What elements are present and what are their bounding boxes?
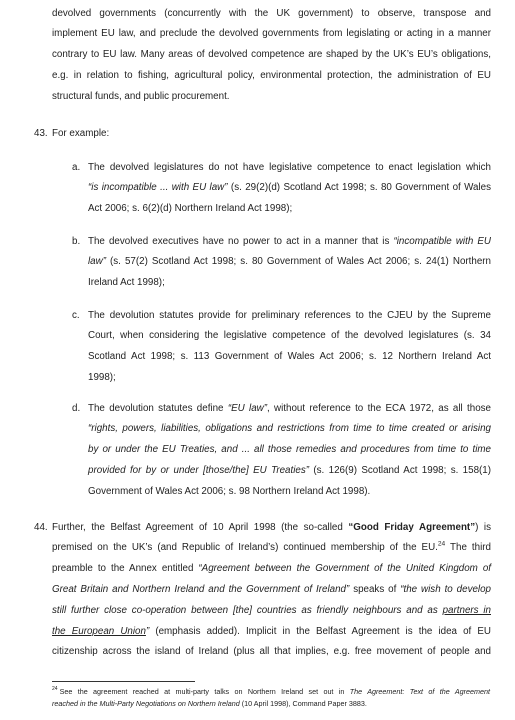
paragraph-43 [34,124,491,145]
list-item-body [88,399,491,503]
footnote-divider [52,681,195,682]
paragraph-number: 44. [34,521,48,533]
text-line: contrary to EU law. Many areas of devolved competence are shaped by the UK’s EU’s obligations, [52,49,491,61]
text-line [52,601,491,622]
body-text: speaks of [349,583,401,595]
italic-title: The Agreement: Text of the Agreement [349,686,490,696]
footnote-line [52,698,490,711]
italic-term: “EU law” [227,402,267,414]
list-item-label: b. [72,235,81,247]
body-text: (emphasis added). Implicit in the Belfast Agreement is the idea of EU [149,625,491,637]
text-line: Scotland Act 1998; s. 113 Government of Wales Act 2006; s. 12 Northern Ireland Act [88,351,491,363]
text-line: The devolved legislatures do not have legislative competence to enact legislation which [88,161,491,173]
footnote-line [52,686,490,699]
text-line: Court, when considering the legislative competence of the devolved legislatures (s. 34 [88,330,491,342]
emphasized-underlined-text: partners in [442,604,491,616]
text-line [52,559,491,580]
body-text: premised on the UK’s (and Republic of Ireland’s) continued membership of the EU. [52,542,438,554]
list-item-body [88,306,491,389]
body-text: The devolution statutes define [88,402,228,414]
footnote [52,686,490,711]
text-line: Government of Wales Act 2006; s. 98 Northern Ireland Act 1998). [88,485,371,497]
text-line: Act 2006; s. 6(2)(d) Northern Ireland Act 1998); [88,203,293,215]
list-item-b [72,232,491,294]
text-line [88,461,491,482]
text-line [52,538,491,559]
paragraph-lead-text: For example: [52,127,110,139]
text-line [52,518,491,539]
list-item-c [72,306,491,389]
text-line [52,580,491,601]
list-item-body [88,158,491,220]
text-line: devolved governments (concurrently with the UK government) to observe, transpose and [52,7,491,19]
body-text: preamble to the Annex entitled [52,563,199,575]
intro-paragraph [52,4,491,108]
body-text: The devolved executives have no power to act in a manner that is [88,235,394,247]
italic-quote: provided for by or under [those/the] EU Treaties” [88,464,310,476]
paragraph-number: 43. [34,127,48,139]
list-item-label: c. [72,309,80,321]
text-line [88,178,491,199]
italic-title: Great Britain and Northern Ireland and the Government of Ireland” [52,583,350,595]
citation-text: (s. 57(2) Scotland Act 1998; s. 80 Government of Wales Act 2006; s. 24(1) Northern [105,256,491,268]
list-item-body [88,232,491,294]
body-text: The third [445,542,491,554]
text-line [52,622,491,643]
footnote-text: See the agreement reached at multi-party talks on Northern Ireland set out in [59,686,350,696]
paragraph-body [52,518,491,664]
text-line: Ireland Act 1998); [88,277,165,289]
text-line: The devolution statutes provide for preliminary references to the CJEU by the Supreme [88,309,491,321]
list-item-d [72,399,491,503]
list-item-a [72,158,491,220]
body-text: ) is [475,521,491,533]
italic-title: “Agreement between the Government of the United Kingdom of [198,563,491,575]
italic-quote: “incompatible with EU [393,235,491,247]
footnote-text: (10 April 1998), Command Paper 3883. [239,699,367,709]
emphasized-underlined-text: the European Union [52,625,146,637]
footnote-marker: 24 [52,686,58,693]
text-line: implement EU law, and preclude the devolved governments from legislating or acting in a manner [52,28,491,40]
text-line: structural funds, and public procurement. [52,90,230,102]
italic-title: reached in the Multi-Party Negotiations on Northern Ireland [52,699,240,709]
text-line [88,252,491,273]
italic-quote: still further close co-operation between [the] countries as friendly neighbours and as [52,604,443,616]
text-line: 1998); [88,371,116,383]
body-text: , without reference to the ECA 1972, as all those [266,402,492,414]
text-line [34,124,491,145]
italic-quote: ” [145,625,150,637]
italic-quote-line: “rights, powers, liabilities, obligations and restrictions from time to time created or arising [88,423,491,435]
paragraph-44 [34,518,491,664]
text-line: citizenship across the island of Ireland (plus all that implies, e.g. free movement of people and [52,646,491,658]
bold-defined-term: “Good Friday Agreement” [348,521,476,533]
citation-text: (s. 126(9) Scotland Act 1998; s. 158(1) [309,464,492,476]
italic-quote: “is incompatible ... with EU law” [88,182,228,194]
list-item-label: a. [72,161,81,173]
text-line: e.g. in relation to fishing, agricultural policy, environmental protection, the administration of EU [52,69,491,81]
text-line [88,399,491,420]
list-item-label: d. [72,402,81,414]
body-text: Further, the Belfast Agreement of 10 April 1998 (the so-called [52,521,349,533]
italic-quote-line: by or under the EU Treaties, and ... all those remedies and procedures from time to time [88,444,491,456]
text-line [88,232,491,253]
citation-text: (s. 29(2)(d) Scotland Act 1998; s. 80 Government of Wales [227,182,492,194]
footnote-reference: 24 [437,541,446,549]
italic-quote: law” [88,256,106,268]
italic-quote: “the wish to develop [400,583,491,595]
